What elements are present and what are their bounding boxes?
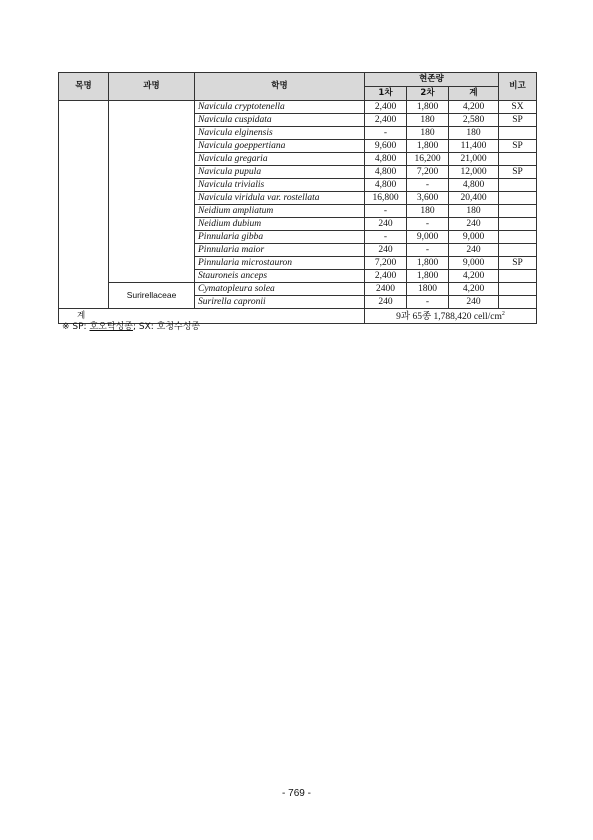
sum-count: 4,800 bbox=[449, 179, 499, 192]
remark bbox=[499, 205, 537, 218]
total-value bbox=[365, 309, 537, 324]
remark bbox=[499, 270, 537, 283]
scientific-name: Pinnularia gibba bbox=[195, 231, 365, 244]
scientific-name: Cymatopleura solea bbox=[195, 283, 365, 296]
page-number: - 769 - bbox=[282, 788, 311, 799]
footnote-sx-text: 호청수성종 bbox=[156, 322, 201, 332]
remark: SP bbox=[499, 166, 537, 179]
remark bbox=[499, 218, 537, 231]
second-count: 180 bbox=[407, 114, 449, 127]
second-count: 1,800 bbox=[407, 257, 449, 270]
footnote bbox=[62, 319, 200, 332]
first-count: 4,800 bbox=[365, 153, 407, 166]
scientific-name: Navicula goeppertiana bbox=[195, 140, 365, 153]
remark bbox=[499, 179, 537, 192]
second-count: 1,800 bbox=[407, 270, 449, 283]
second-count: 1,800 bbox=[407, 140, 449, 153]
species-table-container bbox=[58, 72, 536, 324]
remark: SP bbox=[499, 257, 537, 270]
second-count: 1800 bbox=[407, 283, 449, 296]
second-count: 9,000 bbox=[407, 231, 449, 244]
first-count: - bbox=[365, 205, 407, 218]
table-header bbox=[59, 73, 537, 101]
second-count: 7,200 bbox=[407, 166, 449, 179]
first-count: 2400 bbox=[365, 283, 407, 296]
footnote-sp-text: 호오탁성종 bbox=[89, 322, 133, 332]
header-second: 2차 bbox=[407, 87, 449, 101]
sum-count: 180 bbox=[449, 127, 499, 140]
table-row bbox=[59, 101, 537, 114]
header-remarks: 비고 bbox=[499, 73, 537, 101]
footnote-sx-abbr: ; SX: bbox=[132, 322, 154, 332]
first-count: 2,400 bbox=[365, 114, 407, 127]
total-label: 계 bbox=[59, 309, 365, 324]
scientific-name: Navicula gregaria bbox=[195, 153, 365, 166]
sum-count: 180 bbox=[449, 205, 499, 218]
order-cell bbox=[59, 101, 109, 309]
first-count: 240 bbox=[365, 244, 407, 257]
second-count: - bbox=[407, 179, 449, 192]
remark bbox=[499, 296, 537, 309]
header-standing-crop: 현존량 bbox=[365, 73, 499, 87]
remark bbox=[499, 127, 537, 140]
family-cell bbox=[109, 101, 195, 283]
scientific-name: Navicula cuspidata bbox=[195, 114, 365, 127]
first-count: - bbox=[365, 231, 407, 244]
scientific-name: Navicula pupula bbox=[195, 166, 365, 179]
total-value-text: 9과 65종 1,788,420 cell/cm bbox=[396, 312, 502, 323]
sum-count: 2,580 bbox=[449, 114, 499, 127]
species-table bbox=[58, 72, 537, 324]
second-count: - bbox=[407, 296, 449, 309]
first-count: 2,400 bbox=[365, 270, 407, 283]
first-count: 2,400 bbox=[365, 101, 407, 114]
remark: SX bbox=[499, 101, 537, 114]
remark bbox=[499, 192, 537, 205]
scientific-name: Navicula viridula var. rostellata bbox=[195, 192, 365, 205]
table-body bbox=[59, 101, 537, 324]
footnote-sp-abbr: SP: bbox=[72, 322, 87, 332]
second-count: 16,200 bbox=[407, 153, 449, 166]
second-count: - bbox=[407, 218, 449, 231]
header-scientific-name: 학명 bbox=[195, 73, 365, 101]
second-count: - bbox=[407, 244, 449, 257]
table-row bbox=[59, 283, 537, 296]
header-family: 과명 bbox=[109, 73, 195, 101]
total-value-superscript: 2 bbox=[501, 311, 505, 317]
sum-count: 9,000 bbox=[449, 257, 499, 270]
first-count: 240 bbox=[365, 218, 407, 231]
remark: SP bbox=[499, 114, 537, 127]
first-count: 9,600 bbox=[365, 140, 407, 153]
remark bbox=[499, 283, 537, 296]
first-count: - bbox=[365, 127, 407, 140]
remark bbox=[499, 153, 537, 166]
scientific-name: Navicula elginensis bbox=[195, 127, 365, 140]
remark bbox=[499, 244, 537, 257]
scientific-name: Pinnularia microstauron bbox=[195, 257, 365, 270]
header-order: 목명 bbox=[59, 73, 109, 101]
sum-count: 9,000 bbox=[449, 231, 499, 244]
sum-count: 11,400 bbox=[449, 140, 499, 153]
sum-count: 4,200 bbox=[449, 270, 499, 283]
second-count: 180 bbox=[407, 205, 449, 218]
first-count: 4,800 bbox=[365, 179, 407, 192]
scientific-name: Pinnularia maior bbox=[195, 244, 365, 257]
second-count: 3,600 bbox=[407, 192, 449, 205]
first-count: 240 bbox=[365, 296, 407, 309]
second-count: 1,800 bbox=[407, 101, 449, 114]
first-count: 4,800 bbox=[365, 166, 407, 179]
reference-mark-icon: ※ bbox=[62, 322, 70, 332]
sum-count: 4,200 bbox=[449, 283, 499, 296]
scientific-name: Stauroneis anceps bbox=[195, 270, 365, 283]
sum-count: 12,000 bbox=[449, 166, 499, 179]
scientific-name: Neidium dubium bbox=[195, 218, 365, 231]
scientific-name: Surirella capronii bbox=[195, 296, 365, 309]
scientific-name: Navicula cryptotenella bbox=[195, 101, 365, 114]
sum-count: 240 bbox=[449, 218, 499, 231]
first-count: 16,800 bbox=[365, 192, 407, 205]
sum-count: 4,200 bbox=[449, 101, 499, 114]
remark bbox=[499, 231, 537, 244]
scientific-name: Navicula trivialis bbox=[195, 179, 365, 192]
sum-count: 240 bbox=[449, 296, 499, 309]
first-count: 7,200 bbox=[365, 257, 407, 270]
remark: SP bbox=[499, 140, 537, 153]
family-surirellaceae: Surirellaceae bbox=[109, 283, 195, 309]
sum-count: 20,400 bbox=[449, 192, 499, 205]
sum-count: 240 bbox=[449, 244, 499, 257]
scientific-name: Neidium ampliatum bbox=[195, 205, 365, 218]
sum-count: 21,000 bbox=[449, 153, 499, 166]
header-sum: 계 bbox=[449, 87, 499, 101]
header-first: 1차 bbox=[365, 87, 407, 101]
second-count: 180 bbox=[407, 127, 449, 140]
